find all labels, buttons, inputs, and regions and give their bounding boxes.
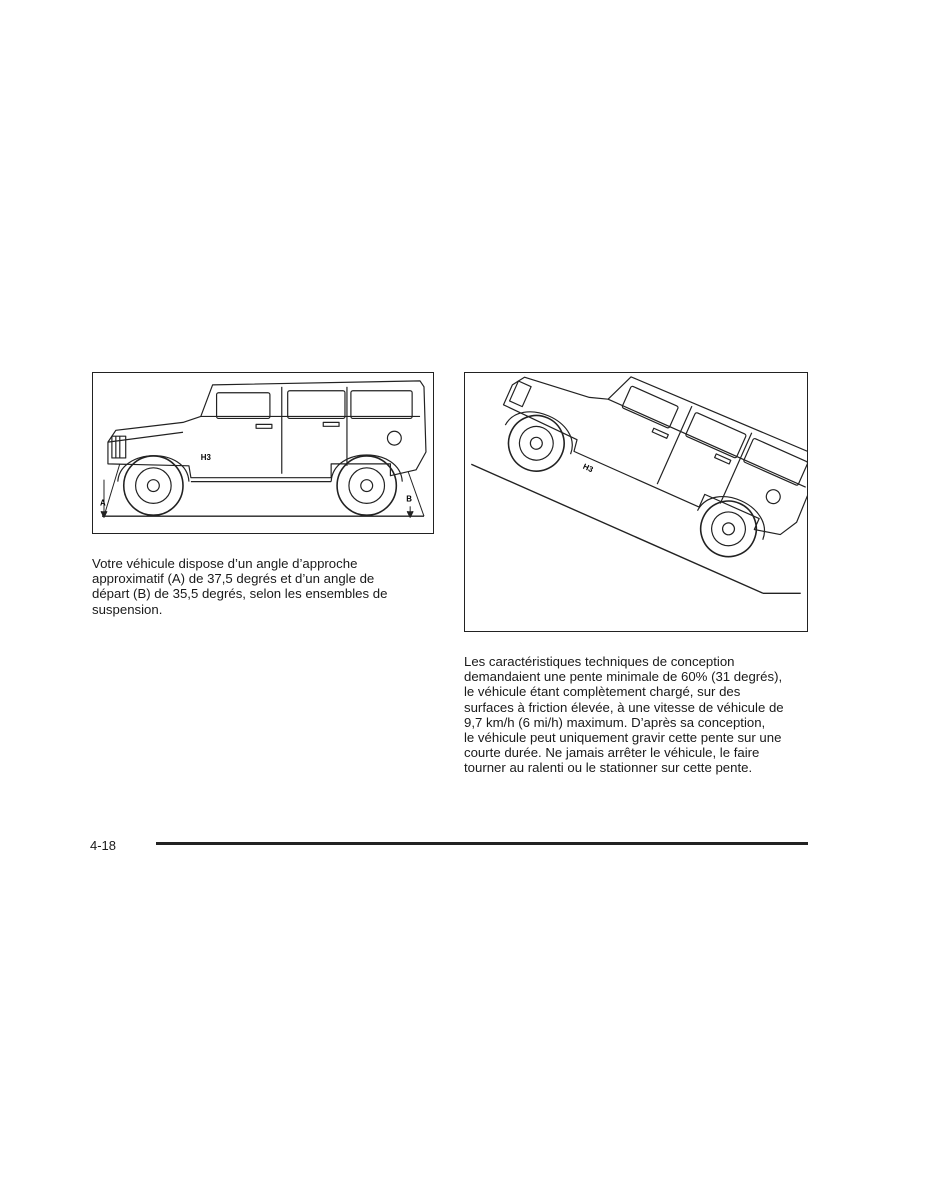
page-number: 4-18 xyxy=(90,838,117,853)
label-a: A xyxy=(100,498,106,508)
slope-specification-paragraph: Les caractéristiques techniques de conception demandaient une pente minimale de 60% (31 degrés), le véhicule étant complètement chargé, sur des surfaces à friction élevée, à une vitesse de véhicule de 9,7 km/h (6 mi/h) maximum. D’après sa conception, le véhicule peut uniquement gravir cette pente sur une courte durée. Ne jamais arrêter le véhicule, le faire tourner au ralenti ou le stationner sur cette pente. xyxy=(464,654,784,776)
side-view-vehicle-illustration xyxy=(93,373,433,533)
vehicle-badge: H3 xyxy=(200,452,211,462)
slope-climb-figure xyxy=(464,372,808,632)
slope-vehicle-illustration xyxy=(465,373,807,631)
label-b: B xyxy=(406,494,412,504)
approach-departure-angle-figure xyxy=(92,372,434,534)
footer-rule xyxy=(156,842,808,845)
vehicle-badge-slope: H3 xyxy=(581,461,595,475)
approach-angle-paragraph: Votre véhicule dispose d’un angle d’approche approximatif (A) de 37,5 degrés et d’un angle de départ (B) de 35,5 degrés, selon les ensembles de suspension. xyxy=(92,556,388,617)
